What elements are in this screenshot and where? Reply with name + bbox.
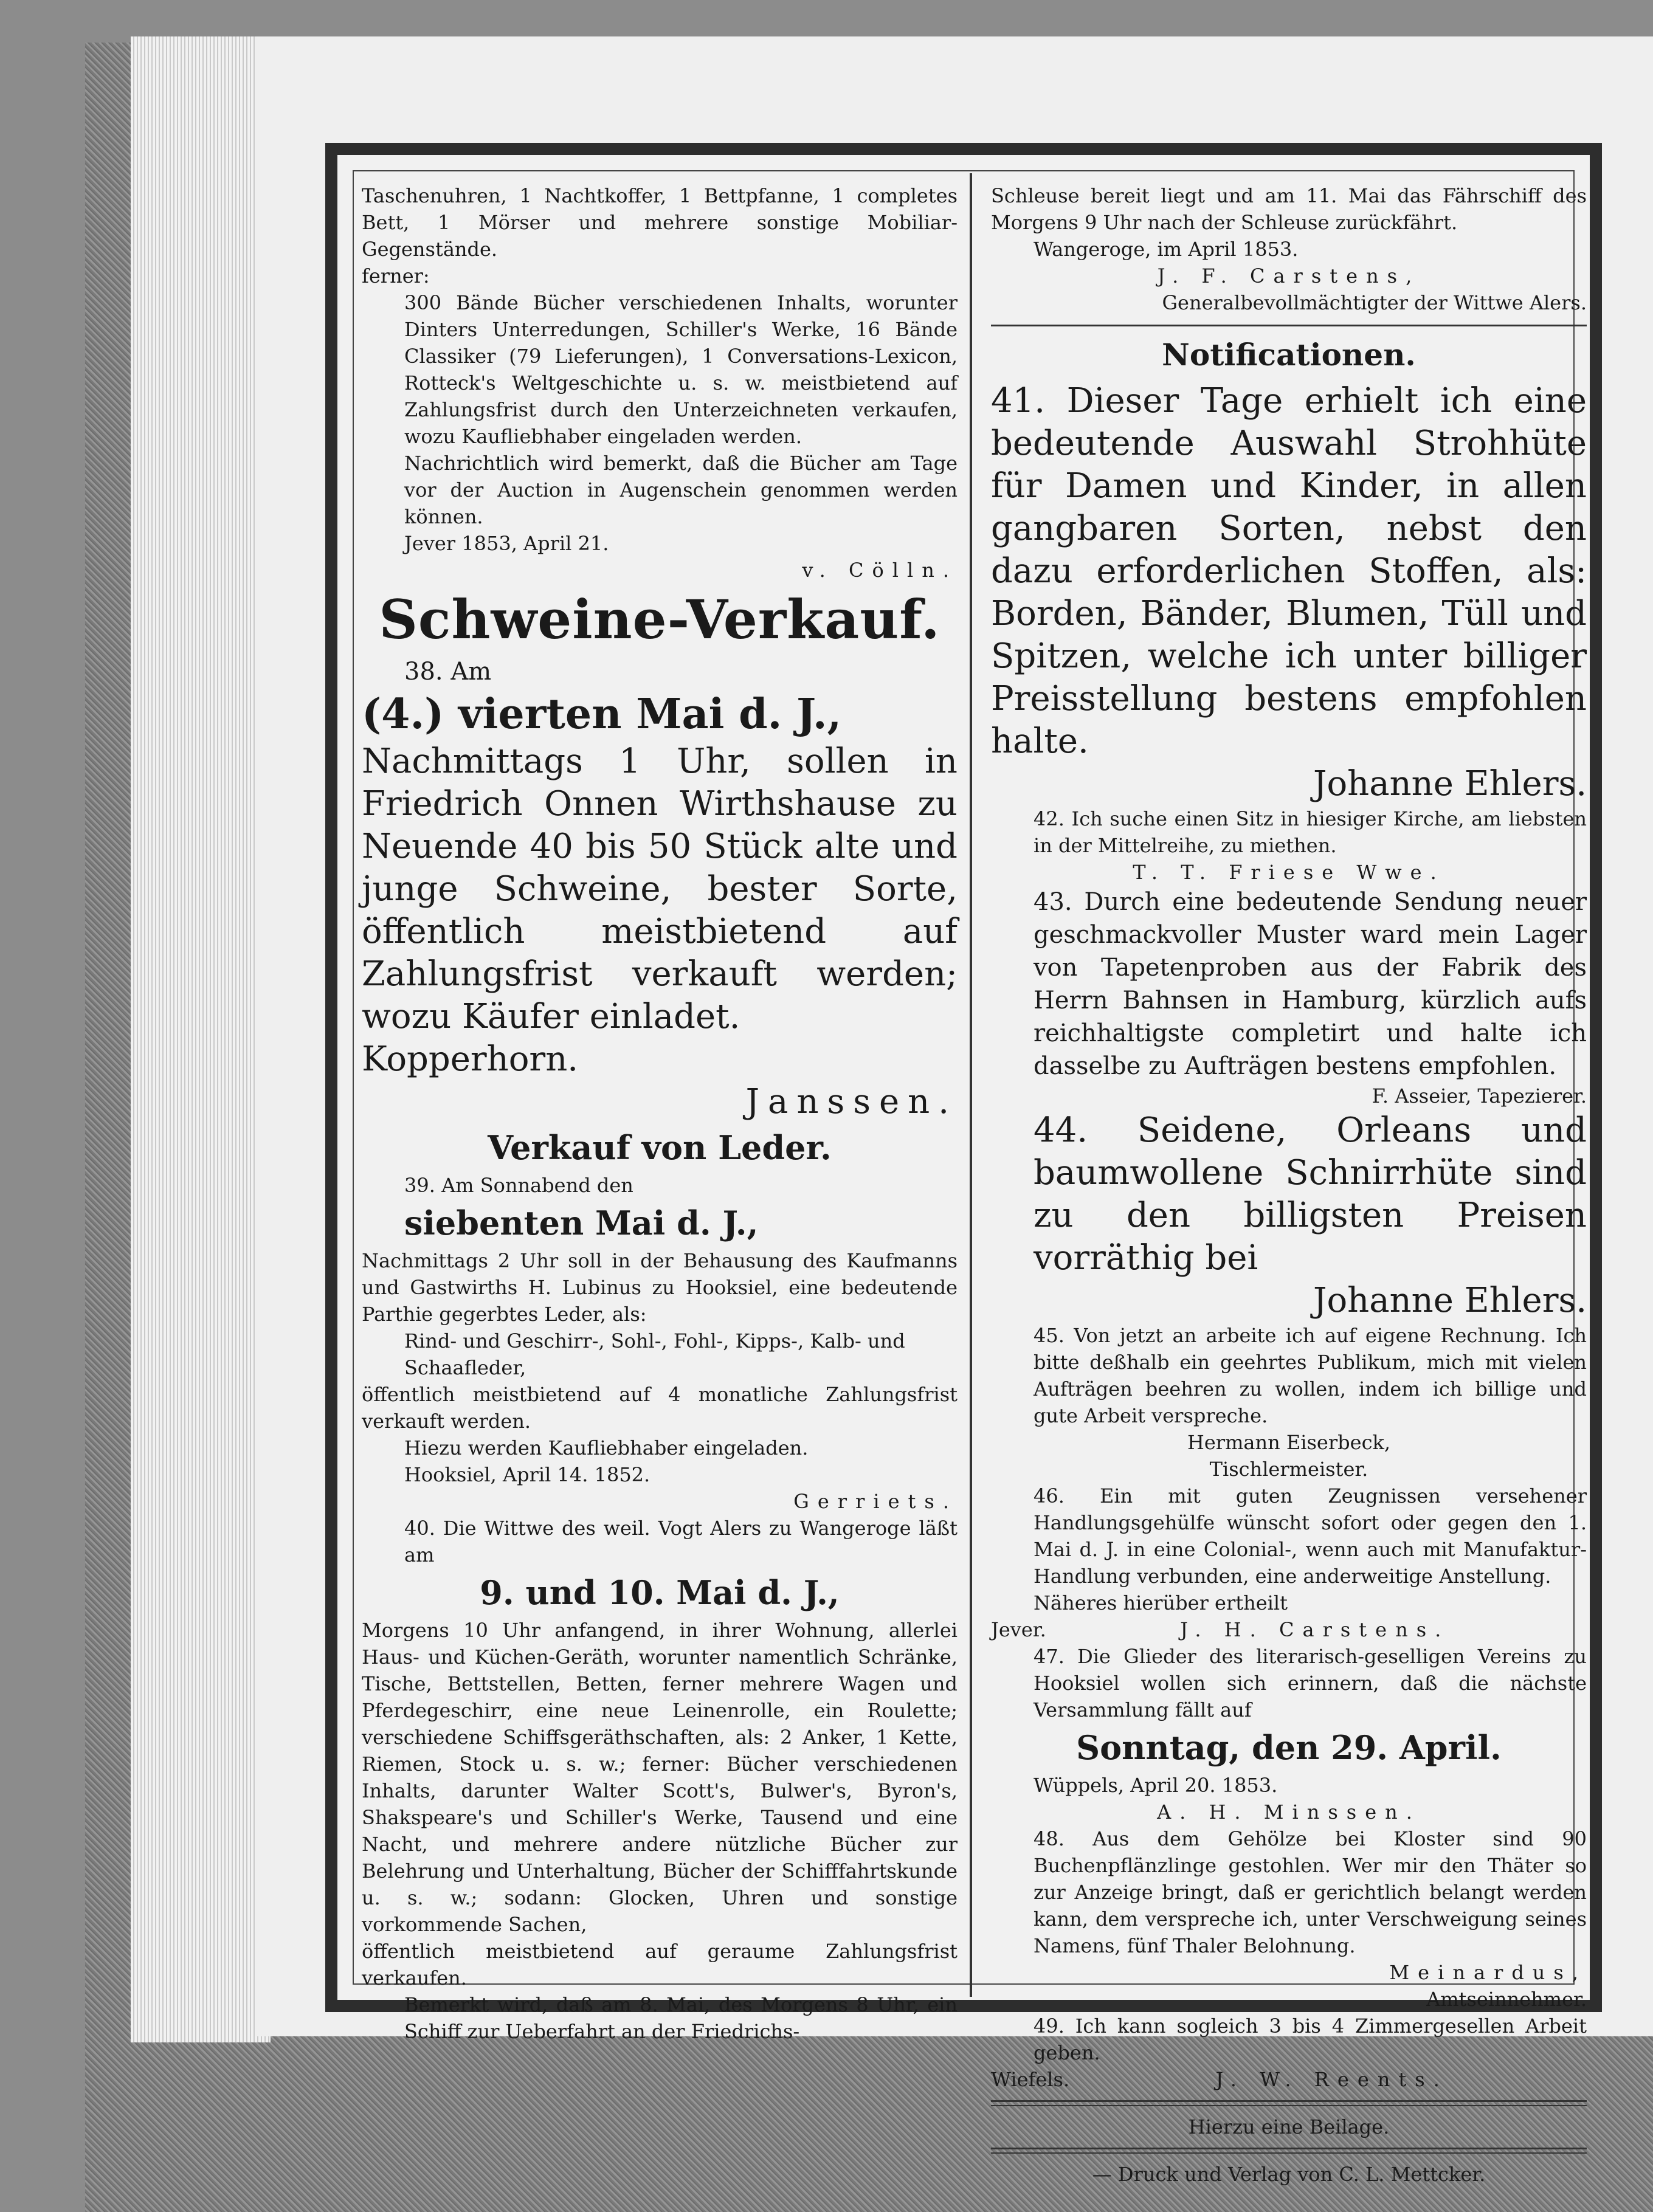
ad-books-text: 300 Bände Bücher verschiedenen Inhalts, worunter Dinters Unterredungen, Schiller's Werke, 16 Bände Classiker (79 Lieferungen), 1 Conversations-Lexicon, Rotteck's Weltgeschichte u. s. w. meistbietend auf Zahlungsfrist durch den Unterzeichneten verkaufen, wozu Kaufliebhaber eingeladen werden. [404,291,958,448]
notice-39-invite: Hiezu werden Kaufliebhaber eingeladen. [404,1436,809,1459]
notice-42-signature: T. T. Friese Wwe. [1133,861,1445,884]
notice-39-place: Hooksiel, April 14. 1852. [404,1463,651,1486]
verkauf-leder-title: Verkauf von Leder. [488,1128,832,1167]
notice-48-title: Amtseinnehmer. [1426,1988,1587,2011]
imprint: — Druck und Verlag von C. L. Mettcker. [1092,2163,1486,2186]
notice-41-body: 41. Dieser Tage erhielt ich eine bedeutende Auswahl Strohhüte für Damen und Kinder, in allen gangbaren Sorten, nebst den dazu erforderlichen Stoffen, als: Borden, Bänder, Blumen, Tüll und Spitzen, welche ich unter billiger Preisstellung bestens empfohlen halte. [991,381,1587,761]
notice-44-signature: Johanne Ehlers. [1313,1281,1587,1320]
notice-48-body: 48. Aus dem Gehölze bei Kloster sind 90 Buchenpflänzlinge gestohlen. Wer mir den Thäter so zur Anzeige bringt, daß er gerichtlich belangt werden kann, dem verspreche ich, unter Verschweigung seines Namens, fünf Thaler Belohnung. [1034,1827,1587,1957]
notice-39-signature: Gerriets. [793,1490,958,1513]
beilage-rule [991,2100,1587,2106]
notice-40-date: 9. und 10. Mai d. J., [480,1573,840,1612]
notice-46-body: 46. Ein mit guten Zeugnissen versehener Handlungsgehülfe wünscht sofort oder gegen den 1. Mai d. J. in eine Colonial-, wenn auch mit Manufaktur-Handlung verbunden, eine anderweitige Anstellung. [1034,1484,1587,1588]
notice-38-signature: Janssen. [745,1082,958,1122]
notice-45-title: Tischlermeister. [1209,1458,1368,1481]
notice-49-place: Wiefels. [991,2068,1070,2091]
notice-39-body-b: öffentlich meistbietend auf 4 monatliche Zahlungsfrist verkauft werden. [362,1383,958,1433]
notice-39-date: siebenten Mai d. J., [404,1204,759,1242]
notice-44-body: 44. Seidene, Orleans und baumwollene Schnirrhüte sind zu den billigsten Preisen vorräthig bei [1034,1111,1587,1278]
notice-40-body-c: Bemerkt wird, daß am 8. Mai, des Morgens 8 Uhr, ein Schiff zur Ueberfahrt an der Friedrichs- [404,1993,958,2043]
ad-continuation-text: Taschenuhren, 1 Nachtkoffer, 1 Bettpfanne, 1 completes Bett, 1 Mörser und mehrere sonstige Mobiliar-Gegenstände. [362,184,958,261]
ad-signature: v. Cölln. [802,559,958,582]
notice-47-date: Sonntag, den 29. April. [1076,1728,1502,1767]
page-frame [325,143,1602,2186]
notice-40-body-b: öffentlich meistbietend auf geraume Zahlungsfrist verkaufen. [362,1940,958,1990]
notice-41-signature: Johanne Ehlers. [1313,764,1587,804]
notice-46-place: Jever. [991,1618,1046,1641]
notice-47-signature: A. H. Minssen. [1157,1800,1421,1824]
notice-40-body: Morgens 10 Uhr anfangend, in ihrer Wohnung, allerlei Haus- und Küchen-Geräth, worunter namentlich Schränke, Tische, Bettstellen, Betten, ferner mehrere Wagen und Pferdegeschirr, eine neue Leinenrolle, ein Roulette; verschiedene Schiffsgeräthschaften, als: 2 Anker, 1 Kette, Riemen, Stock u. s. w.; ferner: Bücher verschiedenen Inhalts, darunter Walter Scott's, Bulwer's, Byron's, Shakspeare's und Schiller's Werke, Tausend und eine Nacht, und mehrere andere nützliche Bücher zur Belehrung und Unterhaltung, Bücher der Schifffahrtskunde u. s. w.; sodann: Glocken, Uhren und sonstige vorkommende Sachen, [362,1619,958,1936]
notificationen-heading: Notificationen. [1162,337,1416,373]
notice-46-info: Näheres hierüber ertheilt [1034,1591,1288,1614]
notice-40-intro: 40. Die Wittwe des weil. Vogt Alers zu Wangeroge läßt am [404,1517,958,1566]
notice-49-body: 49. Ich kann sogleich 3 bis 4 Zimmergesellen Arbeit geben. [1034,2014,1587,2064]
notice-40-continuation: Schleuse bereit liegt und am 11. Mai das Fährschiff des Morgens 9 Uhr nach der Schleuse zurückfährt. [991,184,1587,234]
ad-ferner: ferner: [362,264,430,288]
notice-38-body: Nachmittags 1 Uhr, sollen in Friedrich Onnen Wirthshause zu Neuende 40 bis 50 Stück alte und junge Schweine, bester Sorte, öffentlich meistbietend auf Zahlungsfrist verkauft werden; wozu Käufer einladet. [362,742,958,1036]
notice-49-signature: J. W. Reents. [1215,2068,1448,2091]
notice-39-body: Nachmittags 2 Uhr soll in der Behausung des Kaufmanns und Gastwirths H. Lubinus zu Hooksiel, eine bedeutende Parthie gegerbtes Leder, als: [362,1249,958,1326]
ad-note-text: Nachrichtlich wird bemerkt, daß die Bücher am Tage vor der Auction in Augenschein genommen werden können. [404,452,958,528]
notice-38-place: Kopperhorn. [362,1039,579,1079]
notice-42-body: 42. Ich suche einen Sitz in hiesiger Kirche, am liebsten in der Mittelreihe, zu miethen. [1034,807,1587,857]
notice-40-signature-title: Generalbevollmächtigter der Wittwe Alers. [1162,291,1587,314]
notice-38-number: 38. Am [404,658,492,686]
notice-48-signature: Meinardus, [1389,1961,1587,1984]
notice-40-place: Wangeroge, im April 1853. [1034,238,1299,261]
left-column [362,182,958,2045]
page-edges [131,36,271,2042]
ad-date: Jever 1853, April 21. [404,532,609,555]
beilage-note: Hierzu eine Beilage. [1188,2115,1390,2138]
notice-38-date: (4.) vierten Mai d. J., [362,690,842,739]
notice-45-body: 45. Von jetzt an arbeite ich auf eigene Rechnung. Ich bitte deßhalb ein geehrtes Publikum, mich mit vielen Aufträgen beehren zu wollen, indem ich billige und gute Arbeit verspreche. [1034,1324,1587,1427]
notice-40-signature: J. F. Carstens, [1157,264,1421,288]
notice-43-body: 43. Durch eine bedeutende Sendung neuer geschmackvoller Muster ward mein Lager von Tapetenproben aus der Fabrik des Herrn Bahnsen in Hamburg, kürzlich aufs reichhaltigste completirt und halte ich dasselbe zu Aufträgen bestens empfohlen. [1034,888,1587,1080]
imprint-rule [991,2148,1587,2154]
notice-49-place-line [991,2066,1587,2093]
notice-43-signature: F. Asseier, Tapezierer. [1372,1084,1587,1108]
notice-47-body: 47. Die Glieder des literarisch-geselligen Vereins zu Hooksiel wollen sich erinnern, daß die nächste Versammlung fällt auf [1034,1645,1587,1721]
notice-46-signature: J. H. Carstens. [1180,1618,1450,1641]
section-rule [991,325,1587,326]
notice-39-number: 39. Am Sonnabend den [404,1174,633,1197]
notice-39-items: Rind- und Geschirr-, Sohl-, Fohl-, Kipps-, Kalb- und Schaafleder, [404,1329,905,1379]
schweine-verkauf-title: Schweine-Verkauf. [379,588,940,651]
notice-45-signature: Hermann Eiserbeck, [1187,1431,1391,1454]
column-divider [970,173,972,1997]
right-column [991,182,1587,2188]
notice-47-place: Wüppels, April 20. 1853. [1034,1774,1278,1797]
notice-46-place-line [991,1616,1587,1643]
